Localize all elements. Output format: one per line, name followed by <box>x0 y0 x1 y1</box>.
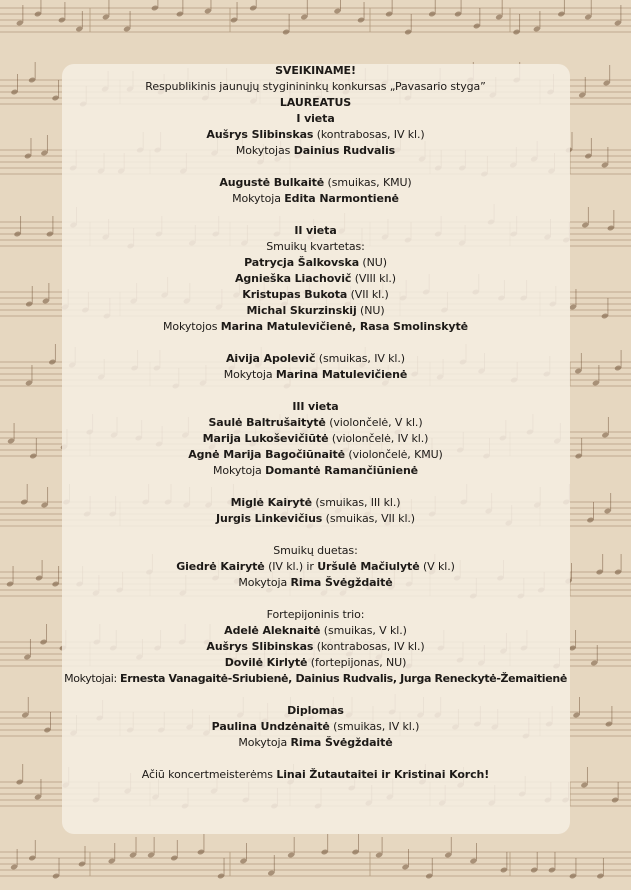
note-stem <box>327 834 328 852</box>
note-stem <box>506 852 507 870</box>
teacher-name: Dainius Rudvalis <box>293 144 396 157</box>
laureate-detail: (violončelė, V kl.) <box>325 416 423 429</box>
note-stem <box>519 14 520 32</box>
note-stem <box>618 782 619 800</box>
laureate-name: Dovilė Kirlytė <box>224 656 308 669</box>
laureate-name: Adelė Aleknaitė <box>224 624 321 637</box>
laureate-detail: (VII kl.) <box>347 288 389 301</box>
note-stem <box>358 834 359 852</box>
thanks-prefix: Ačiū koncertmeisterėms <box>141 768 277 781</box>
note-stem <box>237 2 238 20</box>
teacher-name: Rima Švėgždaitė <box>290 736 393 749</box>
laureate-entry <box>0 303 631 319</box>
third-place-heading: III vieta <box>292 400 339 413</box>
thanks-line <box>0 767 631 783</box>
laureate-detail: (V kl.) <box>419 560 455 573</box>
laureate-name: Marija Lukoševičiūtė <box>202 432 329 445</box>
laureate-entry <box>0 559 631 575</box>
laureate-entry <box>0 415 631 431</box>
teacher-line <box>0 463 631 479</box>
teacher-line <box>0 735 631 751</box>
laureate-entry <box>0 175 631 191</box>
note-stem <box>555 852 556 870</box>
thanks-names: Linai Žutautaitei ir Kristinai Korch! <box>276 768 490 781</box>
laureate-detail: (NU) <box>359 256 387 269</box>
note-stem <box>177 840 178 858</box>
laureate-name: Miglė Kairytė <box>230 496 312 509</box>
laureates-announcement <box>0 63 631 783</box>
teacher-line <box>0 575 631 591</box>
laureate-entry <box>0 655 631 671</box>
note-stem <box>157 0 158 8</box>
note-stem <box>364 2 365 20</box>
laureate-entry <box>0 495 631 511</box>
note-stem <box>114 843 115 861</box>
laureate-name: Aivija Apolevič <box>226 352 316 365</box>
laureate-name: Aušrys Slibinskas <box>206 128 314 141</box>
note-stem <box>40 0 41 14</box>
note-stem <box>256 0 257 8</box>
first-place-heading: I vieta <box>296 112 335 125</box>
note-stem <box>274 855 275 873</box>
note-stem <box>59 858 60 876</box>
laureate-detail: (smuikas, KMU) <box>324 176 412 189</box>
note-stem <box>294 837 295 855</box>
teacher-prefix: Mokytoja <box>212 464 266 477</box>
teacher-prefix: Mokytojai: <box>64 672 121 685</box>
note-stem <box>603 858 604 876</box>
laureate-entry <box>0 271 631 287</box>
teacher-name: Domantė Ramančiūnienė <box>265 464 419 477</box>
laureate-name: Augustė Bulkaitė <box>219 176 325 189</box>
note-stem <box>392 0 393 14</box>
second-place-heading: II vieta <box>294 224 337 237</box>
note-stem <box>620 5 621 23</box>
note-stem <box>246 843 247 861</box>
laureate-entry <box>0 287 631 303</box>
teacher-prefix: Mokytoja <box>232 192 285 205</box>
note-stem <box>382 837 383 855</box>
laureate-detail: (violončelė, KMU) <box>345 448 443 461</box>
laureate-detail: (smuikas, IV kl.) <box>315 352 405 365</box>
laureate-name: Agnė Marija Bagočiūnaitė <box>188 448 346 461</box>
note-stem <box>289 14 290 32</box>
greeting: SVEIKINAME! <box>275 64 356 77</box>
laureate-entry <box>0 255 631 271</box>
note-stem <box>476 843 477 861</box>
laureate-entry <box>0 431 631 447</box>
note-stem <box>591 0 592 17</box>
note-stem <box>451 837 452 855</box>
contest-title: Respublikinis jaunųjų styginininkų konkursas „Pavasario styga” <box>145 80 486 93</box>
note-stem <box>537 852 538 870</box>
laureate-entry <box>0 639 631 655</box>
note-stem <box>340 0 341 11</box>
note-stem <box>35 840 36 858</box>
teacher-line <box>0 367 631 383</box>
teacher-line <box>0 191 631 207</box>
trio-label: Fortepijoninis trio: <box>266 608 365 621</box>
teacher-prefix: Mokytojos <box>162 320 221 333</box>
teacher-line <box>0 319 631 335</box>
laureate-name: Michal Skurzinskij <box>246 304 357 317</box>
duet-label: Smuikų duetas: <box>273 544 358 557</box>
laureate-detail: (IV kl.) ir <box>264 560 318 573</box>
laureate-entry <box>0 511 631 527</box>
laureate-name: Giedrė Kairytė <box>176 560 265 573</box>
note-stem <box>539 11 540 29</box>
note-stem <box>432 858 433 876</box>
laureate-detail: (smuikas, IV kl.) <box>329 720 420 733</box>
teacher-name: Marina Matulevičienė, Rasa Smolinskytė <box>220 320 469 333</box>
note-stem <box>154 837 155 855</box>
teacher-line <box>0 671 631 687</box>
note-stem <box>461 0 462 14</box>
note-stem <box>411 14 412 32</box>
note-stem <box>203 834 204 852</box>
note-stem <box>82 11 83 29</box>
note-stem <box>575 858 576 876</box>
teacher-prefix: Mokytoja <box>238 576 291 589</box>
laureate-name: Uršulė Mačiulytė <box>317 560 420 573</box>
laureate-name: Saulė Baltrušaitytė <box>208 416 326 429</box>
laureate-detail: (violončelė, IV kl.) <box>328 432 429 445</box>
laureate-entry <box>0 447 631 463</box>
quartet-label: Smuikų kvartetas: <box>266 240 365 253</box>
laureate-name: Jurgis Linkevičius <box>215 512 323 525</box>
note-stem <box>85 846 86 864</box>
laureate-name: Agnieška Liachovič <box>234 272 352 285</box>
diploma-heading: Diplomas <box>287 704 344 717</box>
laureate-entry <box>0 719 631 735</box>
note-stem <box>502 0 503 17</box>
note-stem <box>435 0 436 14</box>
note-stem <box>130 11 131 29</box>
note-stem <box>479 8 480 26</box>
laureate-detail: (kontrabosas, IV kl.) <box>313 640 425 653</box>
teacher-name: Rima Švėgždaitė <box>290 576 393 589</box>
laureate-entry <box>0 127 631 143</box>
teacher-name: Edita Narmontienė <box>284 192 399 205</box>
laureate-name: Aušrys Slibinskas <box>206 640 314 653</box>
note-stem <box>211 0 212 11</box>
note-stem <box>564 0 565 14</box>
teacher-prefix: Mokytoja <box>223 368 276 381</box>
laureate-name: Patrycja Šalkovska <box>244 256 360 269</box>
teacher-name: Ernesta Vanagaitė-Sriubienė, Dainius Rudvalis, Jurga Reneckytė-Žemaitienė <box>120 672 567 685</box>
note-stem <box>108 0 109 17</box>
note-stem <box>224 858 225 876</box>
note-stem <box>64 2 65 20</box>
teacher-prefix: Mokytoja <box>238 736 291 749</box>
teacher-prefix: Mokytojas <box>235 144 294 157</box>
laureate-detail: (smuikas, III kl.) <box>311 496 401 509</box>
laureate-detail: (fortepijonas, NU) <box>307 656 407 669</box>
teacher-line <box>0 143 631 159</box>
note-stem <box>22 5 23 23</box>
laureate-entry <box>0 623 631 639</box>
laureate-detail: (smuikas, V kl.) <box>320 624 407 637</box>
laureate-name: Kristupas Bukota <box>242 288 348 301</box>
teacher-name: Marina Matulevičienė <box>275 368 408 381</box>
laureate-detail: (VIII kl.) <box>351 272 396 285</box>
note-stem <box>307 0 308 17</box>
laureate-detail: (NU) <box>356 304 385 317</box>
laureate-entry <box>0 351 631 367</box>
laureate-detail: (kontrabosas, IV kl.) <box>313 128 425 141</box>
note-stem <box>408 849 409 867</box>
laureate-name: Paulina Undzėnaitė <box>211 720 330 733</box>
note-stem <box>182 0 183 14</box>
note-stem <box>136 837 137 855</box>
note-stem <box>17 849 18 867</box>
laureates-heading: LAUREATUS <box>279 96 352 109</box>
laureate-detail: (smuikas, VII kl.) <box>322 512 415 525</box>
